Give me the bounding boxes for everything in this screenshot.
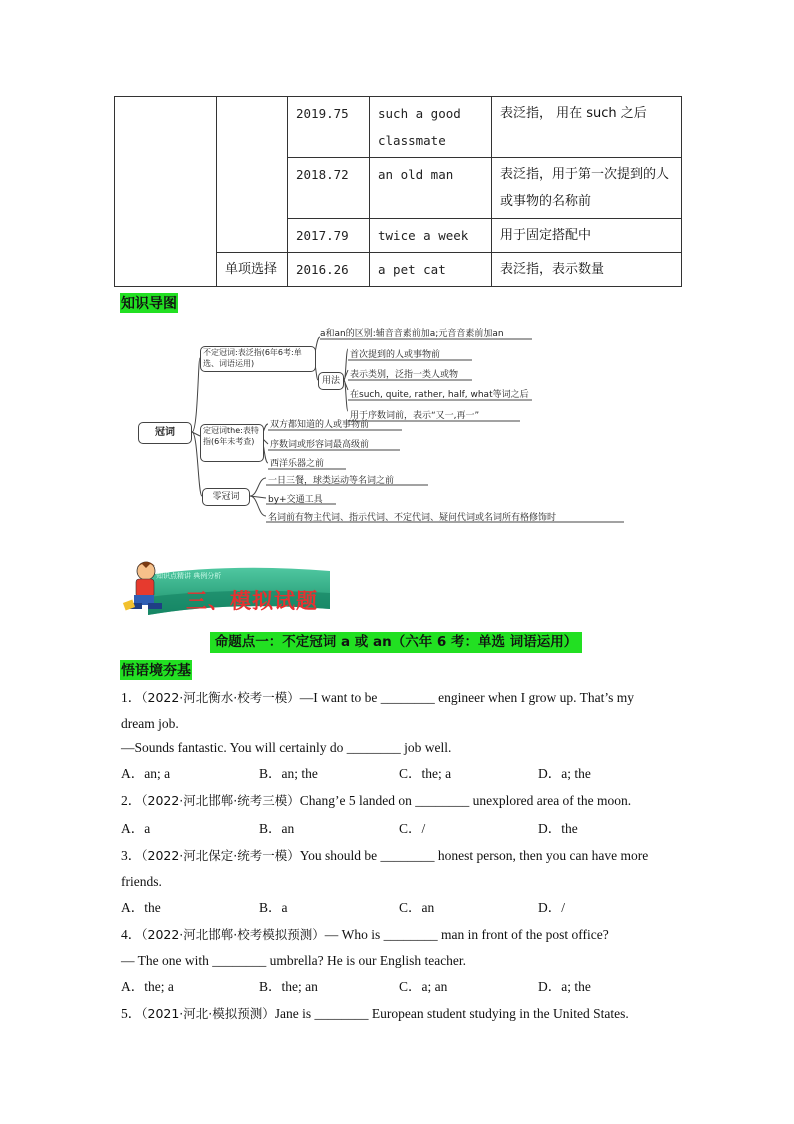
option-b[interactable]: B．an [259, 821, 295, 836]
table-cell-usage: 表泛指， 用在 such 之后 [492, 97, 682, 158]
question-number: 3． [121, 848, 142, 863]
option-d[interactable]: D．a; the [538, 979, 591, 994]
question-text: You should be ________ honest person, then you can have more [299, 848, 649, 863]
table-cell-usage: 表泛指，表示数量 [492, 253, 682, 287]
question-text: — Who is ________ man in front of the post office? [324, 927, 609, 942]
exam-table [114, 96, 682, 287]
section-subheading: 悟语境夯基 [120, 660, 192, 680]
question-text-line: — The one with ________ umbrella? He is our English teacher. [121, 953, 467, 968]
table-cell-type: 单项选择 [217, 253, 288, 287]
option-a[interactable]: A．an; a [121, 766, 171, 781]
question-3 [121, 847, 648, 865]
option-c[interactable]: C．a; an [399, 979, 448, 994]
option-b[interactable]: B．a [259, 900, 288, 915]
mind-map-node: 首次提到的人或事物前 [350, 350, 441, 360]
mind-map-node: a和an的区别:辅音音素前加a;元音音素前加an [320, 329, 504, 339]
question-text: Chang’e 5 landed on ________ unexplored area of the moon. [299, 793, 632, 808]
mind-map-node: 一日三餐，球类运动等名词之前 [268, 476, 395, 486]
table-cell-year: 2019.75 [288, 97, 370, 158]
option-c[interactable]: C．/ [399, 821, 426, 836]
option-d[interactable]: D．/ [538, 900, 565, 915]
table-cell-example: such a good classmate [370, 97, 492, 158]
question-source: （2022·河北邯郸·校考模拟预测） [141, 927, 325, 942]
mind-map-usage: 用法 [318, 372, 344, 390]
mind-map-node: 表示类别，泛指一类人或物 [350, 370, 459, 380]
option-c[interactable]: C．an [399, 900, 435, 915]
mind-map-root: 冠词 [138, 422, 192, 444]
option-a[interactable]: A．the; a [121, 979, 174, 994]
mind-map-definite: 定冠词the:表特指(6年未考查) [200, 424, 264, 462]
table-cell-example: twice a week [370, 219, 492, 253]
table-cell [115, 97, 217, 287]
question-2 [121, 792, 631, 810]
table-cell-usage: 用于固定搭配中 [492, 219, 682, 253]
question-text: —I want to be ________ engineer when I grow up. That’s my [299, 690, 634, 705]
question-text-line: friends. [121, 874, 162, 889]
mind-map-indefinite: 不定冠词:表泛指(6年6考:单选、词语运用) [200, 346, 316, 372]
question-4 [121, 926, 609, 944]
option-b[interactable]: B．an; the [259, 766, 318, 781]
option-c[interactable]: C．the; a [399, 766, 452, 781]
mind-map-node: 序数词或形容词最高级前 [270, 440, 370, 450]
mind-map-node: 在such, quite, rather, half, what等词之后 [350, 390, 529, 400]
banner-title: 三、模拟试题 [186, 589, 318, 613]
question-number: 4． [121, 927, 142, 942]
question-number: 2． [121, 793, 142, 808]
question-text-line: dream job. [121, 716, 179, 731]
mind-map-node: 名词前有物主代词、指示代词、不定代词、疑问代词或名词所有格修饰时 [268, 513, 557, 523]
table-cell-year: 2017.79 [288, 219, 370, 253]
question-options [121, 820, 681, 838]
question-text-line: —Sounds fantastic. You will certainly do ________ job well. [121, 740, 452, 755]
option-d[interactable]: D．the [538, 821, 578, 836]
question-text: Jane is ________ European student studying in the United States. [274, 1006, 629, 1021]
table-cell-example: a pet cat [370, 253, 492, 287]
table-row [115, 97, 682, 158]
mind-map [136, 318, 636, 526]
question-number: 1． [121, 690, 142, 705]
question-number: 5． [121, 1006, 142, 1021]
question-options [121, 978, 681, 996]
mind-map-node: by+交通工具 [268, 495, 323, 505]
question-source: （2022·河北邯郸·统考三模） [141, 793, 300, 808]
option-b[interactable]: B．the; an [259, 979, 318, 994]
table-cell [217, 97, 288, 253]
question-options [121, 765, 681, 783]
table-cell-year: 2018.72 [288, 158, 370, 219]
option-a[interactable]: A．the [121, 900, 161, 915]
option-d[interactable]: D．a; the [538, 766, 591, 781]
question-source: （2022·河北保定·统考一模） [141, 848, 300, 863]
topic-bar: 命题点一：不定冠词 a 或 an（六年 6 考：单选 词语运用） [210, 632, 582, 653]
mind-map-node: 用于序数词前，表示“又一,再一” [350, 411, 480, 421]
option-a[interactable]: A．a [121, 821, 151, 836]
question-5 [121, 1005, 629, 1023]
question-options [121, 899, 681, 917]
question-source: （2021·河北·模拟预测） [141, 1006, 275, 1021]
mind-map-node: 双方都知道的人或事物前 [270, 420, 370, 430]
table-cell-year: 2016.26 [288, 253, 370, 287]
table-cell-example: an old man [370, 158, 492, 219]
table-cell-usage: 表泛指，用于第一次提到的人或事物的名称前 [492, 158, 682, 219]
mind-map-zero: 零冠词 [202, 488, 250, 506]
section-banner [120, 557, 332, 622]
question-source: （2022·河北衡水·校考一模） [141, 690, 300, 705]
question-1 [121, 689, 634, 707]
section-heading-mindmap: 知识导图 [120, 293, 178, 313]
banner-subtitle: 知识点精讲 典例分析 [156, 572, 222, 580]
mind-map-node: 西洋乐器之前 [270, 459, 325, 469]
